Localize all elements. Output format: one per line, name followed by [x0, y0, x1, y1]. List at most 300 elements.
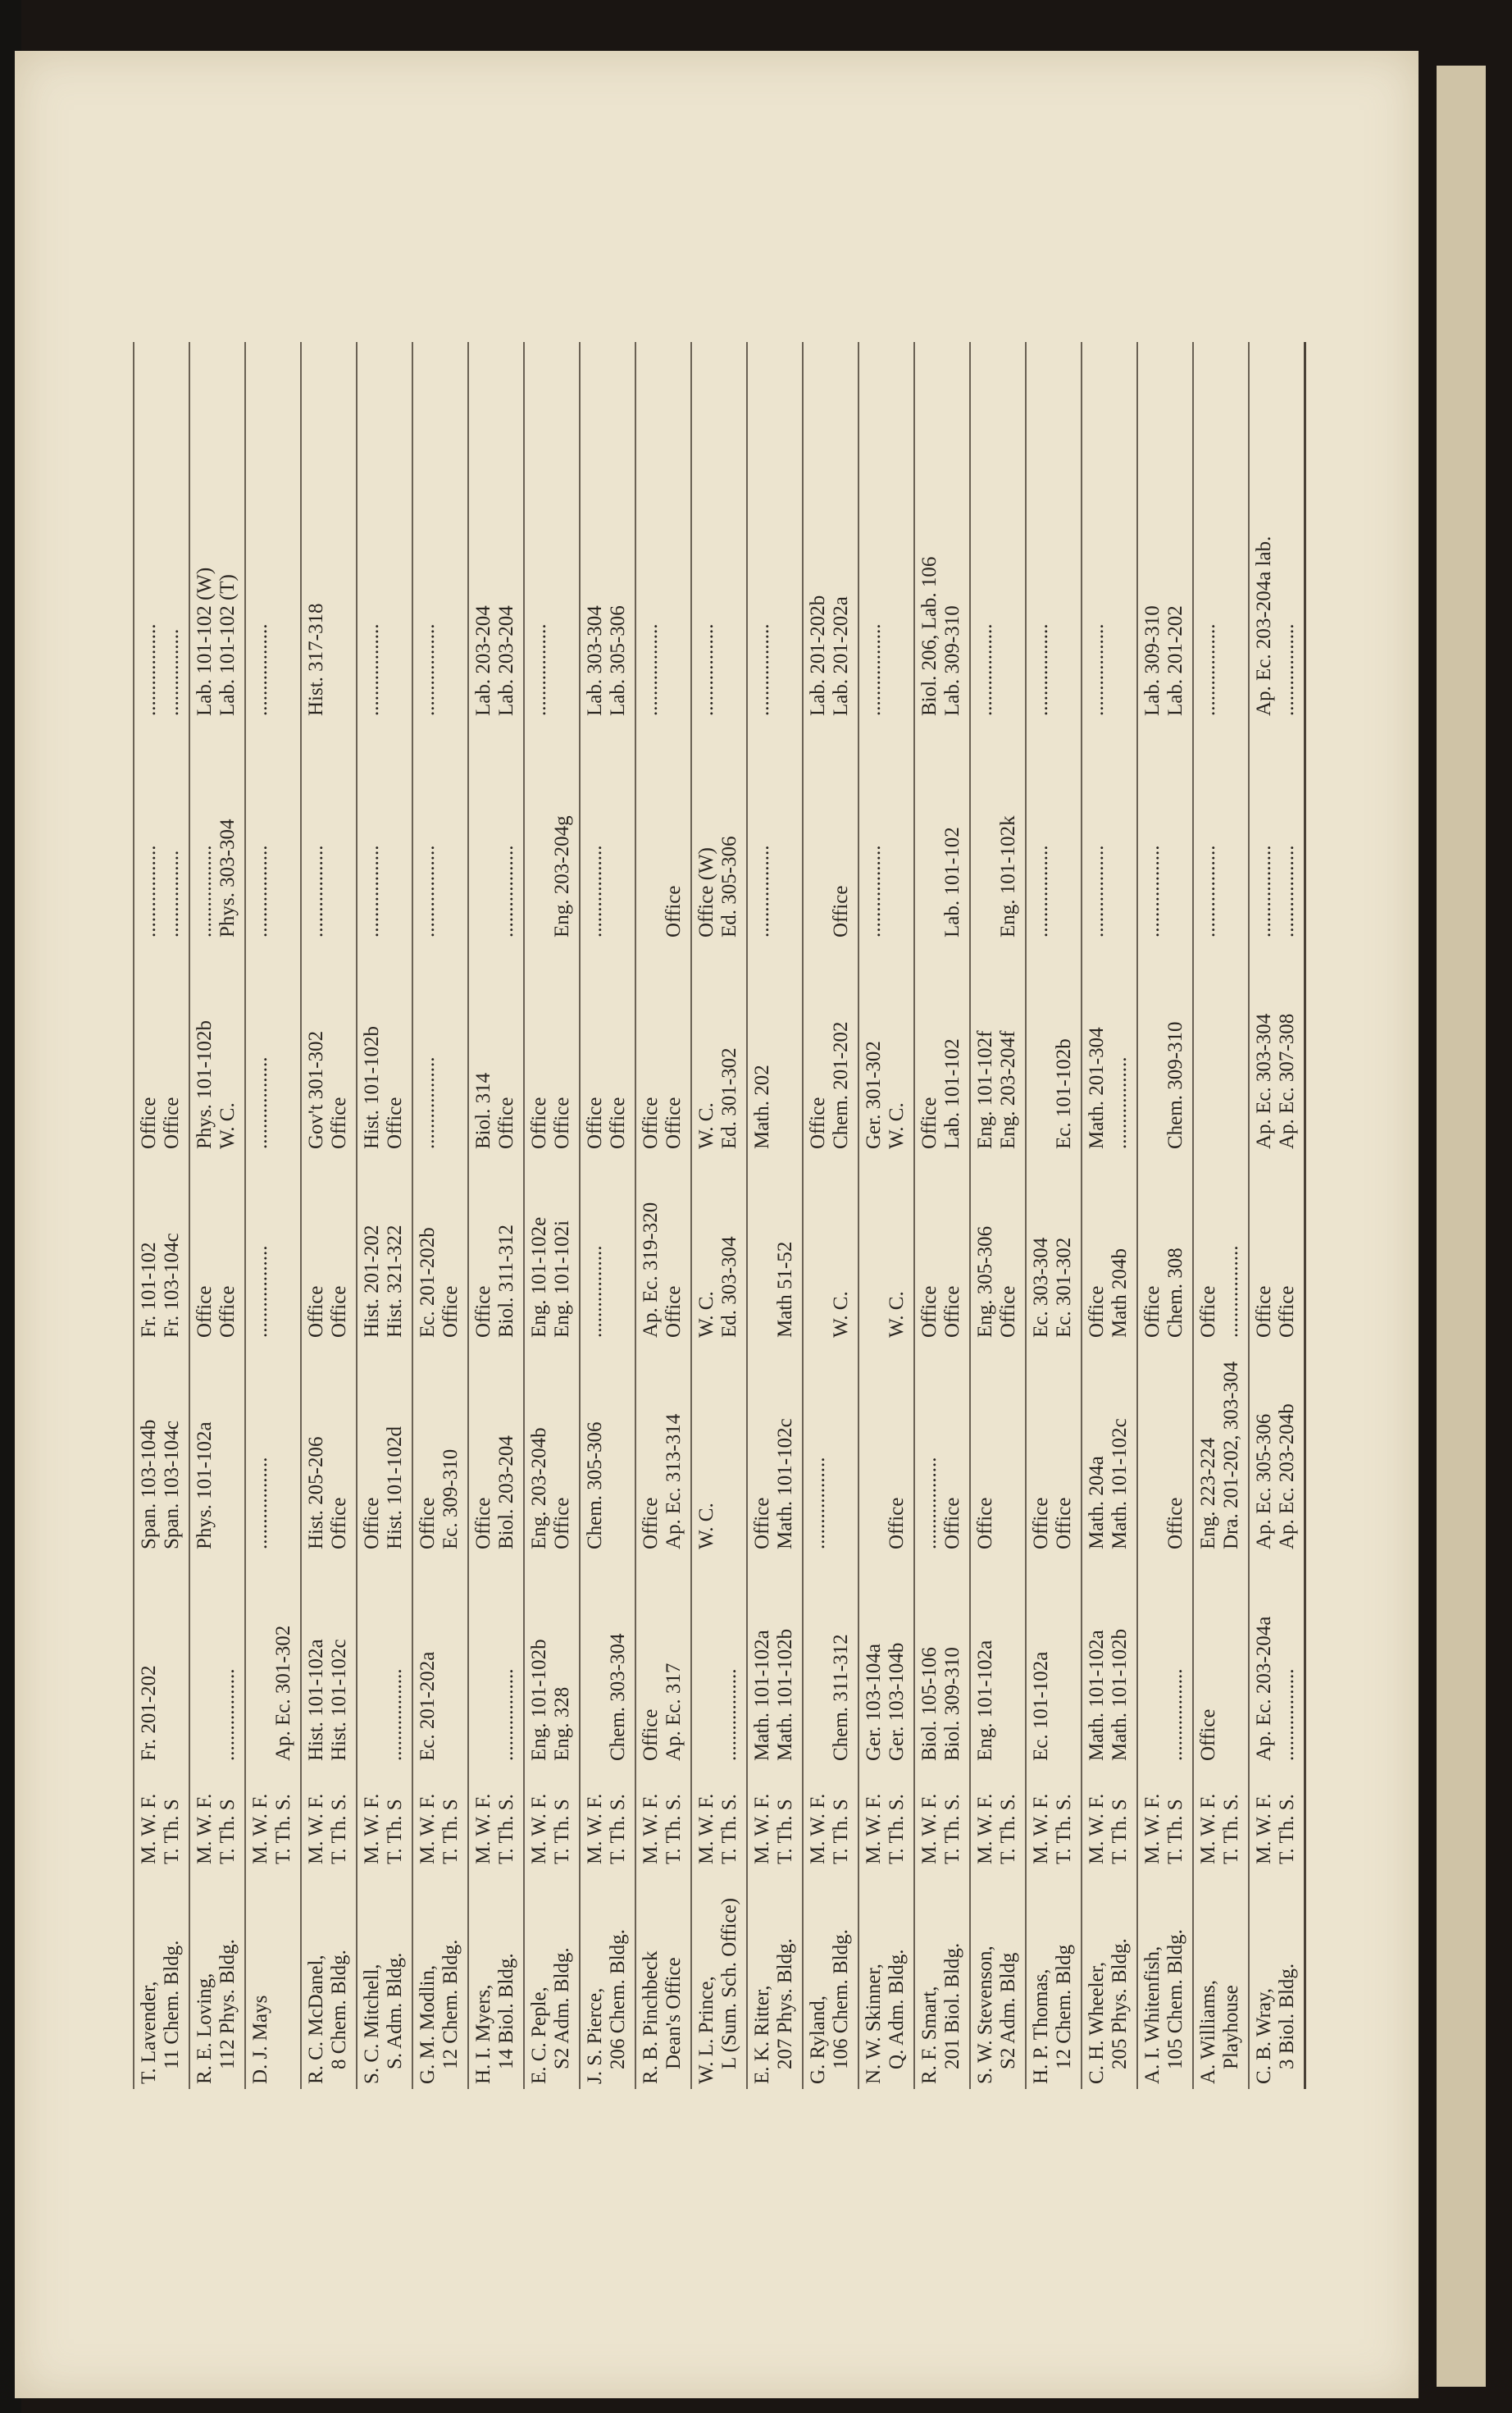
schedule-entry: Office	[663, 1285, 685, 1338]
schedule-cell-h6	[1137, 342, 1193, 721]
schedule-entry: Office	[551, 1497, 573, 1549]
schedule-entry: Math. 101-102c	[774, 1418, 796, 1549]
table-row	[1137, 342, 1193, 2089]
instructor-room: Dean's Office	[663, 1957, 685, 2069]
schedule-entry: Eng. 101-102e	[528, 1216, 550, 1338]
schedule-entry: Ec. 201-202b	[417, 1227, 439, 1338]
schedule-entry: Ec. 303-304	[1030, 1237, 1052, 1338]
schedule-entry: ..................	[1197, 845, 1219, 937]
schedule-entry: W. C.	[830, 1291, 852, 1338]
schedule-entry: Office (W)	[695, 847, 717, 937]
schedule-cell-h4	[412, 942, 468, 1154]
days-label: T. Th. S	[216, 1799, 239, 1864]
schedule-entry	[997, 347, 1020, 716]
schedule-entry: Ap. Ec. 305-306	[1253, 1413, 1275, 1549]
schedule-entry: Office	[138, 1097, 160, 1149]
days-label: M. W. F.	[1086, 1793, 1108, 1864]
schedule-entry	[607, 726, 630, 937]
schedule-cell-h6	[1082, 342, 1137, 721]
table-row	[524, 342, 580, 2089]
schedule-entry: ..................	[249, 623, 271, 716]
schedule-entry	[640, 726, 663, 937]
table-row	[357, 342, 412, 2089]
instructor-room: 206 Chem. Bldg.	[607, 1929, 629, 2069]
schedule-entry: Office	[328, 1285, 350, 1338]
schedule-entry: Eng. 305-306	[974, 1225, 996, 1338]
schedule-entry: ..................	[528, 623, 550, 716]
schedule-entry: Office	[663, 1097, 685, 1149]
schedule-cell-h6	[691, 342, 747, 721]
instructor-cell	[468, 1869, 524, 2089]
schedule-cell-h4	[1193, 942, 1249, 1154]
schedule-entry: Eng. 223-224	[1197, 1437, 1219, 1549]
schedule-entry: Math 51-52	[774, 1241, 796, 1338]
schedule-entry: Office	[439, 1285, 462, 1338]
schedule-entry: ..................	[1086, 845, 1108, 937]
schedule-cell-h5	[468, 721, 524, 942]
schedule-cell-h4	[245, 942, 301, 1154]
schedule-cell-h1	[1026, 1554, 1082, 1766]
schedule-entry	[439, 947, 462, 1149]
instructor-room: 3 Biol. Bldg.	[1276, 1963, 1298, 2069]
schedule-cell-h5	[524, 721, 580, 942]
schedule-cell-h1	[1249, 1554, 1305, 1766]
table-row	[1026, 342, 1082, 2089]
schedule-entry	[1053, 726, 1076, 937]
schedule-cell-h3	[858, 1154, 914, 1343]
days-label: T. Th. S.	[886, 1794, 908, 1864]
days-cell	[524, 1766, 580, 1869]
schedule-entry: Lab. 309-310	[941, 605, 963, 716]
schedule-entry: Office	[640, 1097, 662, 1149]
schedule-cell-h6	[1193, 342, 1249, 721]
schedule-entry: Eng. 101-102i	[551, 1220, 573, 1338]
schedule-cell-h6	[468, 342, 524, 721]
schedule-entry: Office	[495, 1097, 517, 1149]
instructor-name: J. S. Pierce,	[584, 1987, 606, 2084]
schedule-entry: Eng. 101-102b	[528, 1639, 550, 1761]
schedule-entry: Ec. 201-202a	[417, 1651, 439, 1761]
schedule-cell-h3	[691, 1154, 747, 1343]
schedule-entry: Lab. 201-202a	[830, 596, 852, 716]
schedule-entry: ..................	[1197, 623, 1219, 716]
schedule-cell-h4	[691, 942, 747, 1154]
schedule-cell-h3	[301, 1154, 357, 1343]
days-label: T. Th. S.	[272, 1794, 294, 1864]
schedule-entry	[886, 726, 909, 937]
days-cell	[1193, 1766, 1249, 1869]
instructor-room: Q. Adm. Bldg.	[886, 1949, 908, 2069]
schedule-entry: Ec. 101-102b	[1053, 1038, 1075, 1149]
schedule-entry	[607, 1348, 630, 1549]
table-row	[970, 342, 1026, 2089]
schedule-entry: Office	[830, 885, 852, 937]
schedule-cell-h6	[357, 342, 412, 721]
schedule-entry: Office	[472, 1285, 494, 1338]
schedule-cell-h3	[1137, 1154, 1193, 1343]
schedule-cell-h3	[914, 1154, 970, 1343]
instructor-name: H. P. Thomas,	[1030, 1968, 1052, 2084]
schedule-cell-h6	[803, 342, 858, 721]
schedule-entry: Lab. 203-204	[495, 605, 517, 716]
schedule-cell-h4	[1082, 942, 1137, 1154]
schedule-entry: Ec. 101-102a	[1030, 1651, 1052, 1761]
instructor-cell	[635, 1869, 691, 2089]
schedule-entry: Lab. 101-102	[941, 827, 963, 937]
schedule-entry: W. C.	[695, 1503, 717, 1549]
instructor-name: R. B. Pinchbeck	[640, 1950, 662, 2084]
days-label: T. Th. S	[161, 1799, 183, 1864]
days-cell	[357, 1766, 412, 1869]
table-row	[245, 342, 301, 2089]
schedule-entry: Eng. 101-102k	[997, 815, 1019, 937]
schedule-entry: Math. 101-102b	[1109, 1628, 1131, 1761]
table-row	[635, 342, 691, 2089]
schedule-cell-h3	[747, 1154, 803, 1343]
instructor-name: R. E. Loving,	[194, 1973, 216, 2084]
schedule-entry	[807, 726, 830, 937]
schedule-entry: ..................	[863, 623, 885, 716]
schedule-cell-h6	[134, 342, 189, 721]
schedule-entry: ..................	[249, 845, 271, 937]
schedule-entry: Ap. Ec. 203-204a	[1253, 1616, 1275, 1761]
instructor-room: S2 Adm. Bldg	[997, 1952, 1019, 2069]
schedule-cell-h6	[1026, 342, 1082, 721]
schedule-entry: Office	[1053, 1497, 1075, 1549]
schedule-entry: ..................	[807, 1457, 829, 1549]
instructor-cell	[580, 1869, 635, 2089]
instructor-name: N. W. Skinner,	[863, 1964, 885, 2084]
days-label: M. W. F.	[194, 1793, 216, 1864]
schedule-cell-h2	[691, 1343, 747, 1554]
table-row	[468, 342, 524, 2089]
schedule-entry	[1109, 726, 1132, 937]
schedule-entry: Office	[918, 1097, 940, 1149]
days-cell	[747, 1766, 803, 1869]
schedule-entry: Office	[1276, 1285, 1298, 1338]
schedule-cell-h4	[357, 942, 412, 1154]
schedule-entry: Lab. 101-102 (T)	[216, 574, 239, 716]
days-cell	[1137, 1766, 1193, 1869]
schedule-cell-h5	[189, 721, 245, 942]
days-label: T. Th. S.	[1220, 1794, 1242, 1864]
schedule-entry: Office	[751, 1497, 773, 1549]
schedule-entry: Eng. 203-204f	[997, 1030, 1019, 1149]
schedule-cell-h1	[468, 1554, 524, 1766]
table-row	[580, 342, 635, 2089]
schedule-entry	[1220, 347, 1243, 716]
schedule-entry: Office	[216, 1285, 239, 1338]
schedule-entry: Lab. 101-102	[941, 1038, 963, 1149]
schedule-cell-h1	[1082, 1554, 1137, 1766]
schedule-entry	[194, 1559, 216, 1761]
days-cell	[189, 1766, 245, 1869]
days-cell	[1026, 1766, 1082, 1869]
schedule-entry	[607, 1159, 630, 1338]
schedule-cell-h3	[245, 1154, 301, 1343]
schedule-entry: Office	[640, 1708, 662, 1761]
schedule-cell-h6	[635, 342, 691, 721]
schedule-entry: Ap. Ec. 203-204b	[1276, 1403, 1298, 1549]
table-row	[747, 342, 803, 2089]
schedule-entry: Biol. 314	[472, 1072, 494, 1149]
schedule-cell-h5	[1082, 721, 1137, 942]
schedule-entry: Math 204b	[1109, 1248, 1131, 1338]
schedule-entry: Biol. 311-312	[495, 1225, 517, 1338]
schedule-cell-h5	[858, 721, 914, 942]
schedule-cell-h6	[245, 342, 301, 721]
schedule-cell-h5	[134, 721, 189, 942]
schedule-cell-h4	[524, 942, 580, 1154]
schedule-entry: Eng. 328	[551, 1686, 573, 1761]
schedule-cell-h3	[357, 1154, 412, 1343]
schedule-entry: Chem. 308	[1164, 1248, 1186, 1338]
schedule-entry	[584, 1559, 607, 1761]
schedule-entry: ..................	[1109, 1056, 1131, 1149]
schedule-cell-h2	[914, 1343, 970, 1554]
schedule-entry: .................	[161, 850, 183, 937]
schedule-cell-h2	[301, 1343, 357, 1554]
schedule-cell-h2	[803, 1343, 858, 1554]
schedule-entry: Ec. 309-310	[439, 1448, 462, 1549]
schedule-cell-h1	[412, 1554, 468, 1766]
instructor-room: 105 Chem. Bldg.	[1164, 1929, 1186, 2069]
schedule-cell-h1	[1193, 1554, 1249, 1766]
days-label: M. W. F.	[695, 1793, 717, 1864]
table-row	[1249, 342, 1305, 2089]
schedule-entry	[863, 1348, 886, 1549]
schedule-cell-h2	[134, 1343, 189, 1554]
schedule-entry: ..................	[417, 845, 439, 937]
schedule-entry: Office	[361, 1497, 383, 1549]
schedule-entry: ..................	[863, 845, 885, 937]
schedule-entry	[328, 726, 351, 937]
days-label: M. W. F.	[305, 1793, 327, 1864]
schedule-entry: ..................	[138, 623, 160, 716]
schedule-entry	[161, 1559, 184, 1761]
days-cell	[803, 1766, 858, 1869]
schedule-entry	[439, 726, 462, 937]
days-label: T. Th. S.	[718, 1794, 740, 1864]
schedule-cell-h6	[189, 342, 245, 721]
table-row	[803, 342, 858, 2089]
schedule-cell-h5	[580, 721, 635, 942]
instructor-cell	[189, 1869, 245, 2089]
schedule-cell-h3	[189, 1154, 245, 1343]
instructor-room: 106 Chem. Bldg.	[830, 1929, 852, 2069]
schedule-entry: ..................	[974, 623, 996, 716]
days-label: T. Th. S.	[607, 1794, 629, 1864]
schedule-entry: ..................	[249, 1457, 271, 1549]
schedule-entry: Math. 204a	[1086, 1456, 1108, 1549]
schedule-cell-h5	[1026, 721, 1082, 942]
schedule-entry: Office	[807, 1097, 829, 1149]
schedule-cell-h3	[1026, 1154, 1082, 1343]
schedule-entry	[1197, 947, 1220, 1149]
schedule-entry	[1053, 1559, 1076, 1761]
instructor-name: C. H. Wheeler,	[1086, 1961, 1108, 2084]
schedule-cell-h4	[803, 942, 858, 1154]
schedule-cell-h5	[245, 721, 301, 942]
page-edge	[1437, 66, 1486, 2387]
schedule-cell-h5	[357, 721, 412, 942]
table-row	[691, 342, 747, 2089]
schedule-entry	[439, 1559, 462, 1761]
schedule-entry: ..................	[305, 845, 327, 937]
schedule-cell-h4	[1026, 942, 1082, 1154]
instructor-name: G. Ryland,	[807, 1995, 829, 2084]
schedule-entry	[774, 947, 797, 1149]
schedule-cell-h1	[580, 1554, 635, 1766]
schedule-cell-h3	[134, 1154, 189, 1343]
schedule-entry: Phys. 101-102b	[194, 1020, 216, 1149]
schedule-entry: ..................	[1086, 623, 1108, 716]
schedule-entry: Dra. 201-202, 303-304	[1220, 1361, 1242, 1549]
instructor-room: 207 Phys. Bldg.	[774, 1938, 796, 2069]
days-cell	[691, 1766, 747, 1869]
schedule-entry: Hist. 317-318	[305, 603, 327, 716]
schedule-entry: W. C.	[216, 1102, 239, 1149]
schedule-entry: ..................	[1220, 1245, 1242, 1338]
instructor-cell	[301, 1869, 357, 2089]
schedule-entry: Hist. 101-102a	[305, 1639, 327, 1761]
schedule-cell-h2	[524, 1343, 580, 1554]
schedule-entry: ..................	[361, 623, 383, 716]
instructor-cell	[524, 1869, 580, 2089]
schedule-cell-h6	[914, 342, 970, 721]
schedule-cell-h4	[580, 942, 635, 1154]
schedule-entry: Lab. 203-204	[472, 605, 494, 716]
days-label: M. W. F.	[974, 1793, 996, 1864]
schedule-entry: ..................	[417, 1056, 439, 1149]
schedule-cell-h1	[747, 1554, 803, 1766]
schedule-entry: W. C.	[886, 1102, 908, 1149]
schedule-entry: ..................	[1253, 845, 1275, 937]
schedule-entry: ..................	[640, 623, 662, 716]
schedule-cell-h6	[301, 342, 357, 721]
schedule-entry: ..................	[918, 1457, 940, 1549]
days-label: T. Th. S	[551, 1799, 573, 1864]
schedule-entry	[1141, 1348, 1164, 1549]
schedule-cell-h4	[747, 942, 803, 1154]
schedule-entry: ..................	[1276, 1668, 1298, 1761]
table-row	[189, 342, 245, 2089]
schedule-cell-h5	[635, 721, 691, 942]
schedule-entry: Eng. 203-204b	[528, 1427, 550, 1549]
days-label: M. W. F.	[1197, 1793, 1219, 1864]
schedule-cell-h2	[412, 1343, 468, 1554]
days-label: T. Th. S	[439, 1799, 462, 1864]
days-label: M. W. F.	[417, 1793, 439, 1864]
schedule-entry: Chem. 305-306	[584, 1421, 606, 1549]
schedule-cell-h3	[1082, 1154, 1137, 1343]
schedule-cell-h4	[635, 942, 691, 1154]
schedule-entry: ..................	[194, 845, 216, 937]
days-cell	[914, 1766, 970, 1869]
schedule-cell-h1	[803, 1554, 858, 1766]
schedule-cell-h3	[580, 1154, 635, 1343]
table-row	[134, 342, 189, 2089]
schedule-entry: Office	[1253, 1285, 1275, 1338]
schedule-entry: Ec. 301-302	[1053, 1237, 1075, 1338]
schedule-cell-h3	[1193, 1154, 1249, 1343]
schedule-entry	[774, 726, 797, 937]
schedule-entry: Office	[551, 1097, 573, 1149]
table-row	[914, 342, 970, 2089]
schedule-entry: Ap. Ec. 313-314	[663, 1413, 685, 1549]
instructor-room: 11 Chem. Bldg.	[161, 1940, 183, 2069]
schedule-entry: Ap. Ec. 303-304	[1253, 1013, 1275, 1149]
schedule-entry: Eng. 203-204g	[551, 815, 573, 937]
instructor-cell	[970, 1869, 1026, 2089]
schedule-entry: Office	[194, 1285, 216, 1338]
schedule-cell-h3	[412, 1154, 468, 1343]
instructor-room: L (Sum. Sch. Office)	[718, 1898, 740, 2069]
days-label: T. Th. S.	[663, 1794, 685, 1864]
schedule-entry: Hist. 101-102c	[328, 1639, 350, 1761]
days-cell	[412, 1766, 468, 1869]
schedule-entry: Office	[472, 1497, 494, 1549]
schedule-entry: Office	[941, 1497, 963, 1549]
days-label: T. Th. S	[774, 1799, 796, 1864]
instructor-name: S. C. Mitchell,	[361, 1964, 383, 2084]
schedule-cell-h2	[245, 1343, 301, 1554]
days-cell	[580, 1766, 635, 1869]
schedule-entry	[807, 1159, 830, 1338]
schedule-entry: ..................	[751, 623, 773, 716]
schedule-entry: Eng. 101-102f	[974, 1030, 996, 1149]
schedule-entry: ..................	[1276, 845, 1298, 937]
instructor-room: 201 Biol. Bldg.	[941, 1942, 963, 2069]
schedule-entry	[974, 726, 997, 937]
schedule-entry: Chem. 311-312	[830, 1634, 852, 1761]
schedule-entry: ..................	[751, 845, 773, 937]
schedule-entry: Chem. 201-202	[830, 1021, 852, 1149]
schedule-entry: Office	[640, 1497, 662, 1549]
schedule-entry: Office	[1141, 1285, 1164, 1338]
days-cell	[1249, 1766, 1305, 1869]
schedule-entry: Phys. 101-102a	[194, 1421, 216, 1549]
schedule-cell-h1	[914, 1554, 970, 1766]
instructor-cell	[803, 1869, 858, 2089]
schedule-entry	[272, 1348, 295, 1549]
days-label: M. W. F.	[1253, 1793, 1275, 1864]
schedule-entry: Office	[997, 1285, 1019, 1338]
schedule-cell-h6	[747, 342, 803, 721]
schedule-entry: Lab. 201-202b	[807, 595, 829, 716]
schedule-entry: ..................	[1276, 623, 1298, 716]
schedule-entry: Ap. Ec. 203-204a lab.	[1253, 536, 1275, 716]
document-page	[15, 51, 1419, 2398]
schedule-entry	[997, 1348, 1020, 1549]
schedule-entry: ..................	[138, 845, 160, 937]
schedule-entry: W. C.	[695, 1291, 717, 1338]
schedule-entry	[663, 347, 685, 716]
schedule-entry: Ger. 103-104a	[863, 1643, 885, 1761]
schedule-cell-h2	[1249, 1343, 1305, 1554]
schedule-cell-h5	[803, 721, 858, 942]
instructor-name: E. C. Peple,	[528, 1987, 550, 2084]
schedule-entry	[863, 1159, 886, 1338]
schedule-entry: Biol. 203-204	[495, 1435, 517, 1549]
schedule-entry: Ger. 103-104b	[886, 1642, 908, 1761]
schedule-cell-h5	[1137, 721, 1193, 942]
schedule-cell-h2	[1193, 1343, 1249, 1554]
schedule-entry: Ger. 301-302	[863, 1041, 885, 1149]
days-cell	[858, 1766, 914, 1869]
schedule-entry: Phys. 303-304	[216, 819, 239, 937]
schedule-entry: ..................	[495, 1668, 517, 1761]
